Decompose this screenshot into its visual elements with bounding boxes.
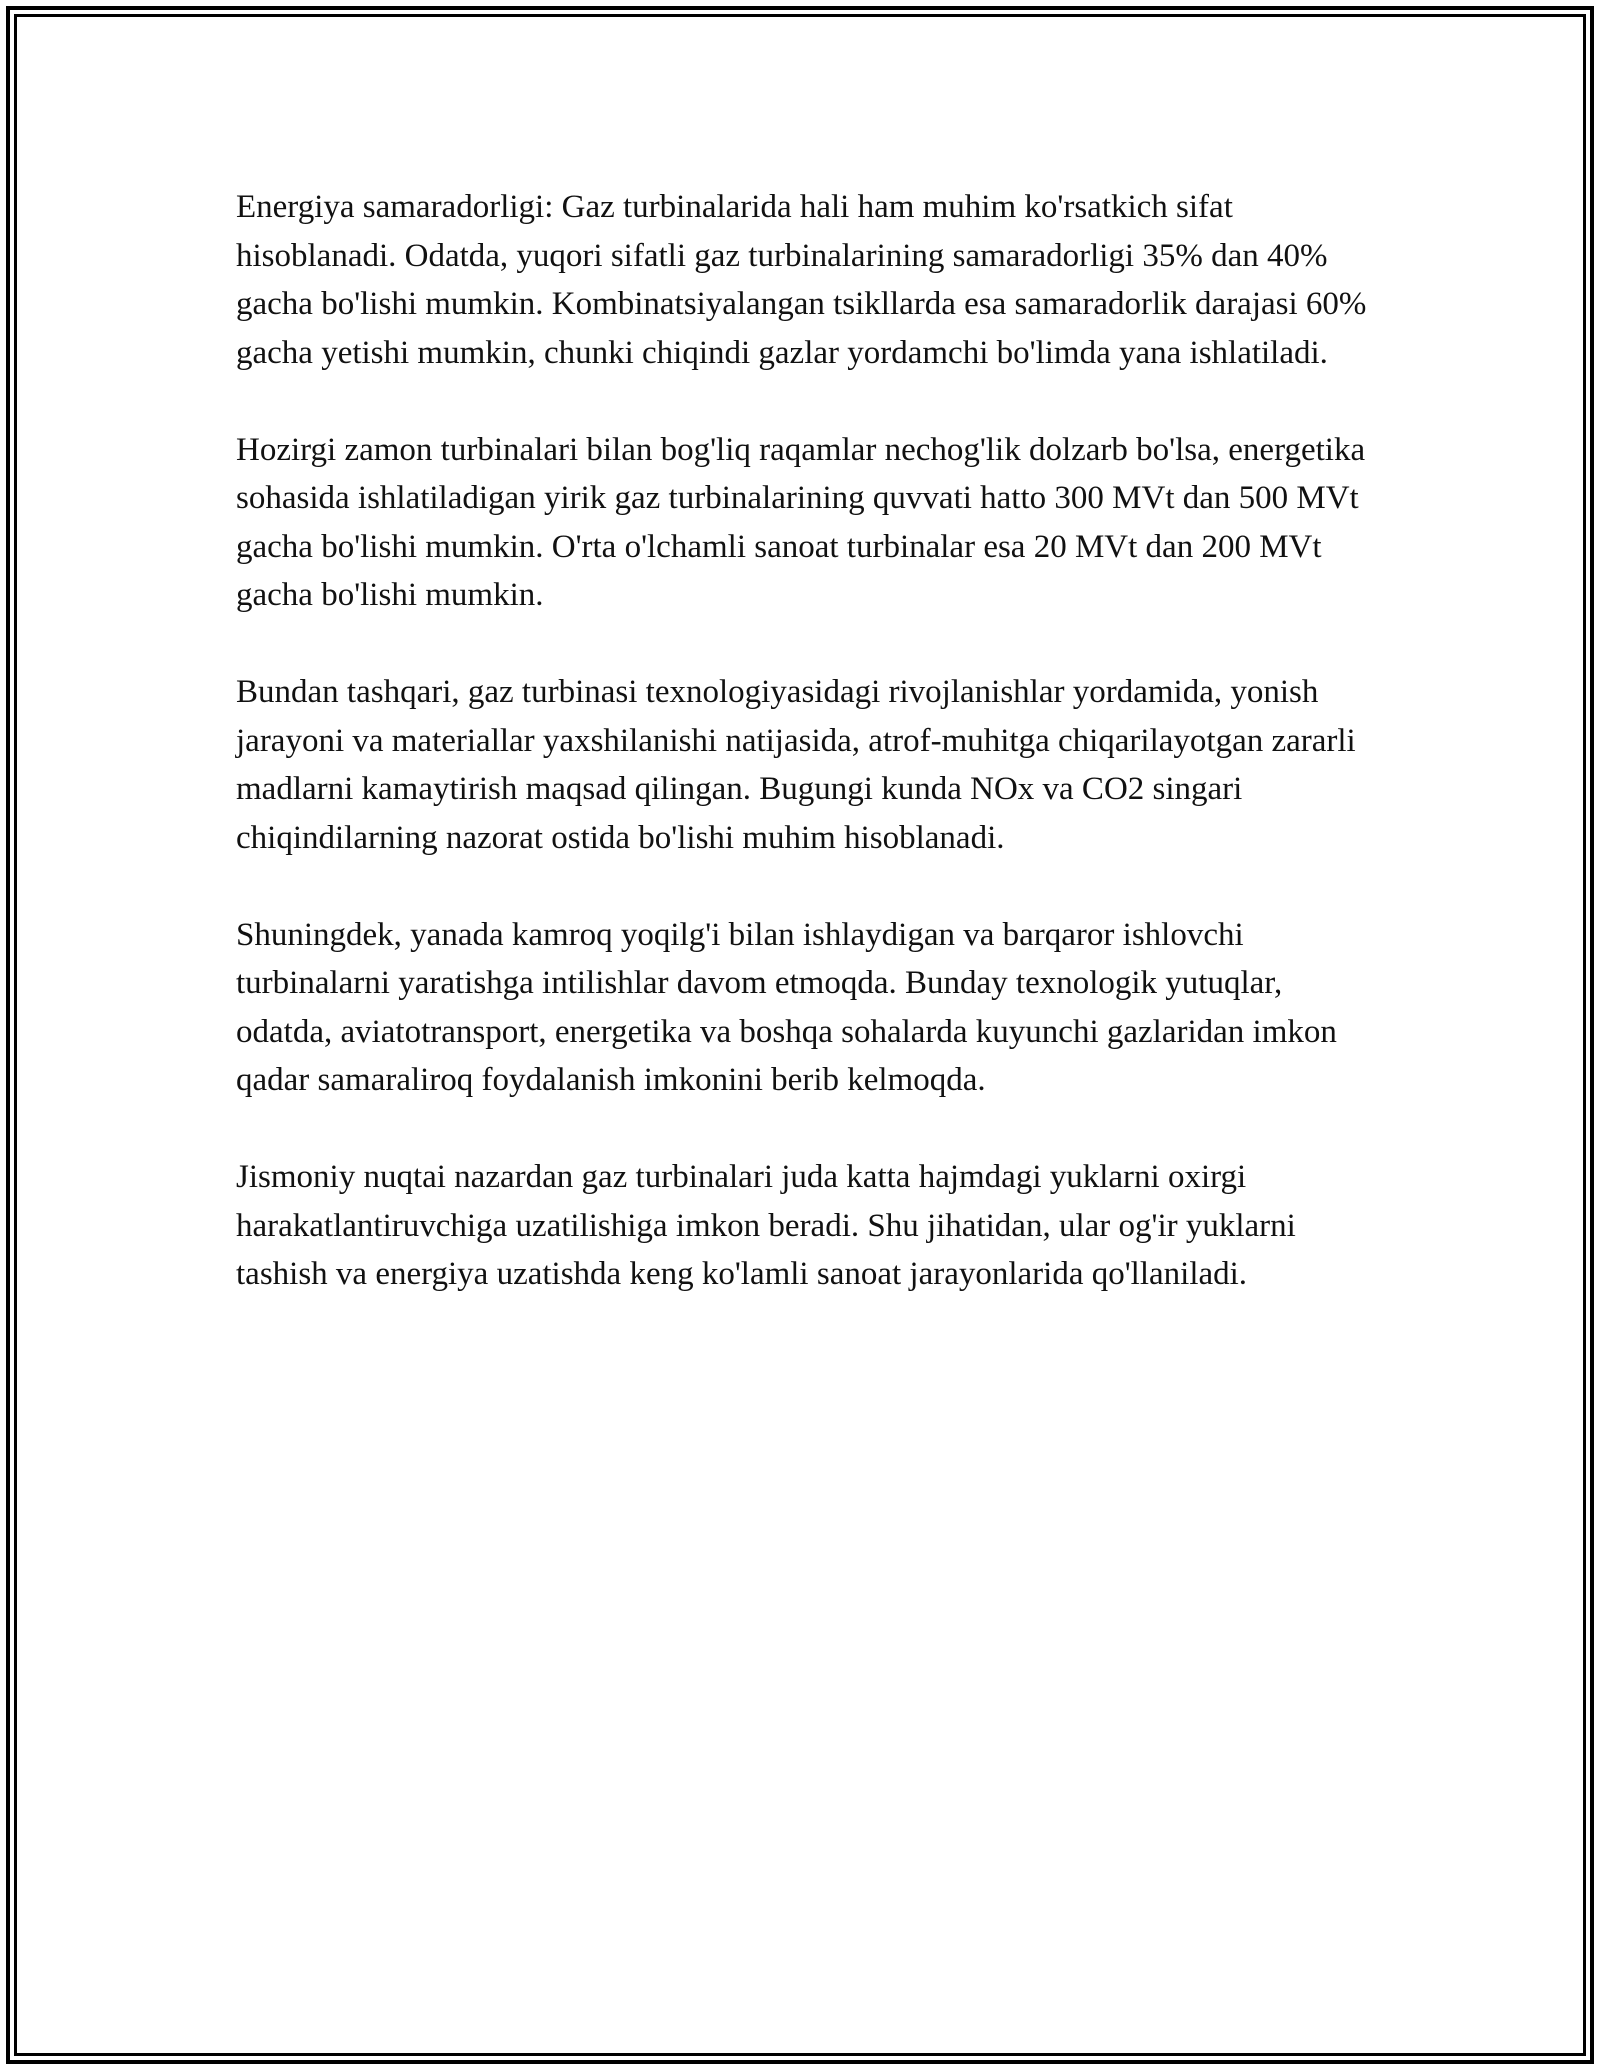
paragraph-turbine-power: Hozirgi zamon turbinalari bilan bog'liq raqamlar nechog'lik dolzarb bo'lsa, energetika sohasida ishlatiladigan yirik gaz turbinalarining quvvati hatto 300 MVt dan 500 MVt gacha bo'lishi mumkin. O'rta o'lchamli sanoat turbinalar esa 20 MVt dan 200 MVt gacha bo'lishi mumkin.: [236, 431, 1366, 613]
paragraph-emissions: Bundan tashqari, gaz turbinasi texnologiyasidagi rivojlanishlar yordamida, yonish jarayoni va materiallar yaxshilanishi natijasida, atrof-muhitga chiqarilayotgan zararli madlarni kamaytirish maqsad qilingan. Bugungi kunda NOx va CO2 singari chiqindilarning nazorat ostida bo'lishi muhim hisoblanadi.: [236, 674, 1356, 856]
paragraph-fuel-efficiency: Shuningdek, yanada kamroq yoqilg'i bilan ishlaydigan va barqaror ishlovchi turbinalarni yaratishga intilishlar davom etmoqda. Bunday texnologik yutuqlar, odatda, aviatotransport, energetika va boshqa sohalarda kuyunchi gazlaridan imkon qadar samaraliroq foydalanish imkonini berib kelmoqda.: [236, 916, 1337, 1098]
paragraph-energy-efficiency: Energiya samaradorligi: Gaz turbinalarida hali ham muhim ko'rsatkich sifat hisoblanadi. Odatda, yuqori sifatli gaz turbinalarining samaradorligi 35% dan 40% gacha bo'lishi mumkin. Kombinatsiyalangan tsikllarda esa samaradorlik darajasi 60% gacha yetishi mumkin, chunki chiqindi gazlar yordamchi bo'limda yana ishlatiladi.: [236, 189, 1367, 371]
paragraph-physical-aspect: Jismoniy nuqtai nazardan gaz turbinalari juda katta hajmdagi yuklarni oxirgi harakatlantiruvchiga uzatilishiga imkon beradi. Shu jihatidan, ular og'ir yuklarni tashish va energiya uzatishda keng ko'lamli sanoat jarayonlarida qo'llaniladi.: [236, 1159, 1296, 1292]
document-body: [236, 183, 1376, 1347]
